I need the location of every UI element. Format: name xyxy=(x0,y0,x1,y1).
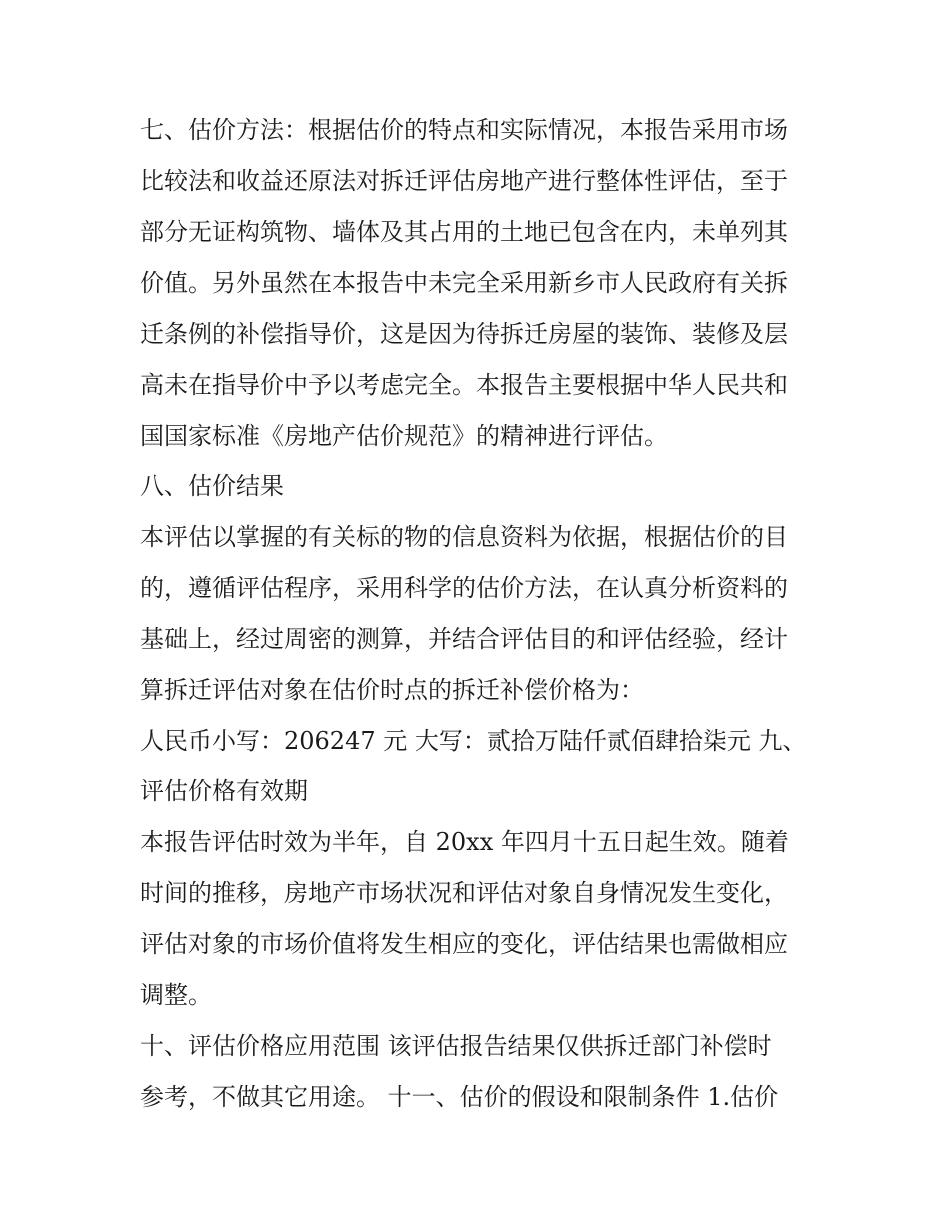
paragraph-line: 国国家标准《房地产估价规范》的精神进行评估。 xyxy=(140,422,668,450)
paragraph-line: 高未在指导价中予以考虑完全。本报告主要根据中华人民共和 xyxy=(140,371,788,399)
paragraph-line: 十、评估价格应用范围 该评估报告结果仅供拆迁部门补偿时 xyxy=(140,1032,772,1060)
paragraph-line: 价值。另外虽然在本报告中未完全采用新乡市人民政府有关拆 xyxy=(140,269,788,297)
section-heading: 八、估价结果 xyxy=(140,472,284,500)
paragraph-line: 迁条例的补偿指导价，这是因为待拆迁房屋的装饰、装修及层 xyxy=(140,320,788,348)
paragraph-line: 评估对象的市场价值将发生相应的变化，评估结果也需做相应 xyxy=(140,930,788,958)
paragraph-line: 算拆迁评估对象在估价时点的拆迁补偿价格为： xyxy=(140,676,644,704)
section-heading: 评估价格有效期 xyxy=(140,777,308,805)
paragraph-line: 部分无证构筑物、墙体及其占用的土地已包含在内，未单列其 xyxy=(140,218,788,246)
paragraph-line: 七、估价方法：根据估价的特点和实际情况，本报告采用市场 xyxy=(140,116,788,144)
paragraph-line: 本报告评估时效为半年，自 20xx 年四月十五日起生效。随着 xyxy=(140,828,789,856)
paragraph-line: 调整。 xyxy=(140,981,212,1009)
price-line: 人民币小写：206247 元 大写：贰拾万陆仟贰佰肆拾柒元 九、 xyxy=(140,727,807,755)
paragraph-line: 参考，不做其它用途。 十一、估价的假设和限制条件 1.估价 xyxy=(140,1083,779,1111)
paragraph-line: 时间的推移，房地产市场状况和评估对象自身情况发生变化， xyxy=(140,879,788,907)
paragraph-line: 的，遵循评估程序，采用科学的估价方法，在认真分析资料的 xyxy=(140,574,788,602)
paragraph-line: 比较法和收益还原法对拆迁评估房地产进行整体性评估，至于 xyxy=(140,167,788,195)
paragraph-line: 本评估以掌握的有关标的物的信息资料为依据，根据估价的目 xyxy=(140,523,788,551)
paragraph-line: 基础上，经过周密的测算，并结合评估目的和评估经验，经计 xyxy=(140,625,788,653)
